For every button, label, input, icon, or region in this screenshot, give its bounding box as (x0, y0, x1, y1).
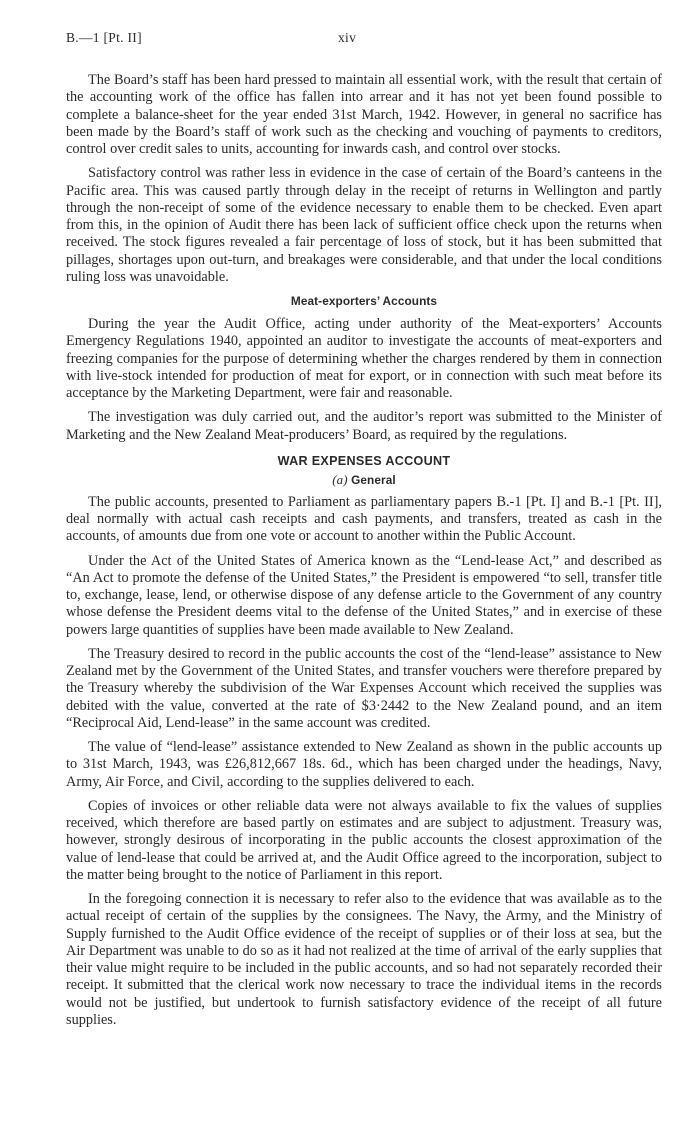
paragraph: The Board’s staff has been hard pressed to maintain all essential work, with the result that certain of the accounting work of the office has fallen into arrear and it has not yet been found possible to complete a balance-sheet for the year ended 31st March, 1942. However, in general no sacrifice has been made by the Board’s staff of work such as the checking and vouching of payments to creditors, control over credit sales to units, accounting for inwards cash, and control over stocks. (66, 72, 662, 157)
subsection-heading-general (66, 472, 662, 488)
paragraph: The public accounts, presented to Parliament as parliamentary papers B.-1 [Pt. I] and B.-1 [Pt. II], deal normally with actual cash receipts and cash payments, and transfers, treated as cash in the accounts, of amounts due from one vote or account to another within the Public Account. (66, 493, 662, 545)
subsection-title: General (351, 472, 396, 487)
page-number: xiv (338, 30, 357, 45)
page-body (66, 72, 662, 1029)
subsection-label: (a) (332, 471, 348, 487)
page-header (66, 30, 662, 52)
document-reference: B.—1 [Pt. II] (66, 30, 142, 45)
paragraph: Under the Act of the United States of America known as the “Lend-lease Act,” and described as “An Act to promote the defense of the United States,” the President is empowered “to sell, transfer title to, exchange, lease, lend, or otherwise dispose of any defense article to the Government of any country whose defense the President deems vital to the defense of the United States,” and in exercise of these powers large quantities of supplies have been made available to New Zealand. (66, 552, 662, 638)
section-heading-meat-exporters: Meat-exporters’ Accounts (290, 294, 438, 308)
paragraph: During the year the Audit Office, acting under authority of the Meat-exporters’ Accounts Emergency Regulations 1940, appointed an auditor to investigate the accounts of meat-exporters and freezing companies for the purpose of determining whether the charges rendered by them in connection with live-stock intended for production of meat for export, or in connection with such meat before its acceptance by the Marketing Department, were fair and reasonable. (66, 316, 662, 401)
paragraph: Copies of invoices or other reliable data were not always available to fix the values of supplies received, which therefore are based partly on estimates and are subject to adjustment. Treasury was, however, strongly desirous of incorporating in the public accounts the closest approximation of the value of lend-lease that could be arrived at, and the Audit Office agreed to the incorporation, subject to the matter being brought to the notice of Parliament in this report. (66, 797, 662, 883)
paragraph: The investigation was duly carried out, and the auditor’s report was submitted to the Minister of Marketing and the New Zealand Meat-producers’ Board, as required by the regulations. (66, 409, 662, 443)
paragraph: Satisfactory control was rather less in evidence in the case of certain of the Board’s canteens in the Pacific area. This was caused partly through delay in the receipt of returns in Wellington and partly through the non-receipt of some of the evidence necessary to enable them to be checked. Even apart from this, in the opinion of Audit there has been lack of sufficient office check upon the returns when received. The stock figures revealed a fair percentage of loss of stock, but it has been submitted that pillages, shortages upon out-turn, and breakages were considerable, and that under the local conditions ruling loss was unavoidable. (66, 165, 662, 285)
section-heading-war-expenses: WAR EXPENSES ACCOUNT (277, 453, 451, 468)
paragraph: In the foregoing connection it is necessary to refer also to the evidence that was available as to the actual receipt of certain of the supplies by the consignees. The Navy, the Army, and the Ministry of Supply furnished to the Audit Office evidence of the receipt of supplies or of their loss at sea, but the Air Department was unable to do so as it had not realized at the time of arrival of the early supplies that their value might require to be included in the public accounts, and so had not separately recorded their receipt. It submitted that the clerical work now necessary to trace the individual items in the records would not be justified, but undertook to furnish satisfactory evidence of the receipt of all future supplies. (66, 891, 662, 1028)
paragraph: The value of “lend-lease” assistance extended to New Zealand as shown in the public accounts up to 31st March, 1943, was £26,812,667 18s. 6d., which has been charged under the headings, Navy, Army, Air Force, and Civil, according to the supplies delivered to each. (66, 739, 662, 790)
paragraph: The Treasury desired to record in the public accounts the cost of the “lend-lease” assistance to New Zealand met by the Government of the United States, and transfer vouchers were therefore prepared by the Treasury whereby the subdivision of the War Expenses Account which received the supplies was debited with the value, converted at the rate of $3·2442 to the New Zealand pound, and an item “Reciprocal Aid, Lend-lease” in the same account was credited. (66, 645, 662, 731)
